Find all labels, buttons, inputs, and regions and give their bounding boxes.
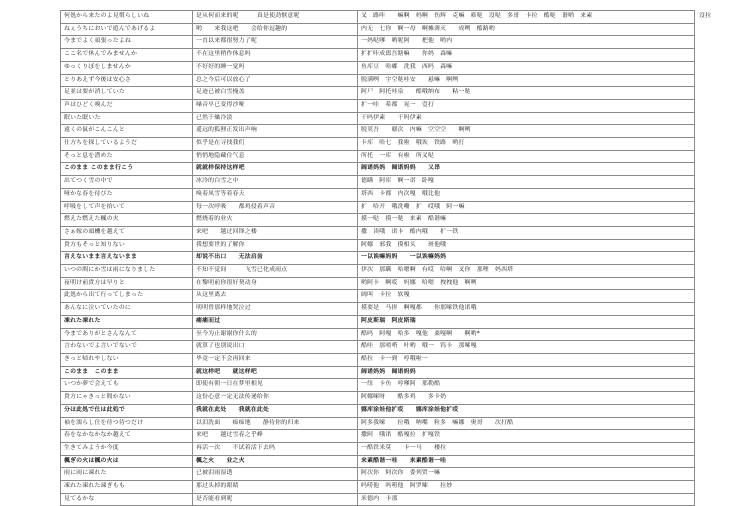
sheet-row [61,303,735,316]
sheet-row [61,99,735,112]
overflow-cell [695,36,735,49]
pronunciation-cell: 阿皮斯瑞 阿皮斯瑞 [358,315,695,328]
chinese-translation-cell: 这份心意一定无法传递给你 [193,392,358,405]
sheet-row [61,150,735,163]
japanese-lyric-cell: 今までよく頑張ったよね [61,36,193,49]
japanese-lyric-cell: このまま このまま行こう [61,163,193,176]
japanese-lyric-cell: さぁ嫁の頭機を越えて [61,226,193,239]
pronunciation-cell: 酷哇 那嘻嗒 叶哟 哦一 钨卡 那嗦嘎 [358,341,695,354]
japanese-lyric-cell: 此処から出て行ってしまった [61,290,193,303]
overflow-cell [695,188,735,201]
japanese-lyric-cell: 貴方にゃきっと間かない [61,392,193,405]
japanese-lyric-cell: 出てつく雪の中で [61,176,193,189]
sheet-row [61,455,735,468]
chinese-translation-cell: 再活一次 不试着活下去吗 [193,442,358,455]
japanese-lyric-cell: 見てるかな [61,493,193,506]
japanese-lyric-cell: 夜明け前貴方は早りと [61,277,193,290]
overflow-cell [695,277,735,290]
sheet-row [61,201,735,214]
overflow-cell [695,252,735,265]
overflow-cell [695,163,735,176]
sheet-row [61,188,735,201]
japanese-lyric-cell: 燃えた燃えた楓の火 [61,214,193,227]
sheet-row [61,214,735,227]
japanese-lyric-cell: ここ名で休んでみませんか [61,49,193,62]
japanese-lyric-cell: 生きてみようか今度 [61,442,193,455]
chinese-translation-cell: 来吧 越过回锋之楼 [193,226,358,239]
chinese-translation-cell: 痛痛而过 [193,315,358,328]
pronunciation-cell: 所托 一库 有啦 所叉哒 [358,150,695,163]
overflow-cell [695,214,735,227]
overflow-cell [695,366,735,379]
overflow-cell [695,493,735,506]
sheet-row [61,328,735,341]
chinese-translation-cell: 是从何而来的呢 真是使劲惬意呢 [193,11,358,24]
sheet-row [61,379,735,392]
chinese-translation-cell: 我想要世的了解你 [193,239,358,252]
overflow-cell [695,353,735,366]
overflow-cell [695,112,735,125]
sheet-row [61,341,735,354]
pronunciation-cell: 内无 七你 啊一母 啊摊薄灭 成咧 酷路哟 [358,23,695,36]
chinese-translation-cell: 燃烧着的业火 [193,214,358,227]
pronunciation-cell: 阿娜 邪我 摸相头 斑他哦 [358,239,695,252]
overflow-cell [695,49,735,62]
pronunciation-cell: 阔诺妈妈 阔诺妈妈 又昂 [358,163,695,176]
chinese-translation-cell: 从这里离去 [193,290,358,303]
overflow-cell [695,481,735,494]
overflow-cell [695,150,735,163]
pronunciation-cell: 阿尸 阿托哇泉 酷哦纳布 粘一哒 [358,87,695,100]
pronunciation-cell: 阔叫 卡拉 软嘎 [358,290,695,303]
chinese-translation-cell: 就算了也别说出口 [193,341,358,354]
pronunciation-cell: 娜库涂娃他扩哎 娜库涂娃他扩哎 [358,404,695,417]
overflow-cell [695,201,735,214]
chinese-translation-cell: 嗅着凤雪等着春天 [193,188,358,201]
sheet-row [61,277,735,290]
sheet-row [61,404,735,417]
overflow-cell [695,290,735,303]
japanese-lyric-cell: 足並は要が消していた [61,87,193,100]
pronunciation-cell: 扩一哇 希都 晃一 壹打 [358,99,695,112]
chinese-translation-cell: 嗓音早已变得沙哑 [193,99,358,112]
overflow-cell [695,417,735,430]
sheet-row [61,252,735,265]
sheet-row [61,226,735,239]
overflow-cell [695,239,735,252]
chinese-translation-cell: 足迹已被白雪掩盖 [193,87,358,100]
overflow-cell [695,303,735,316]
chinese-translation-cell: 至今为止谢谢你什么的 [193,328,358,341]
sheet-row [61,23,735,36]
chinese-translation-cell: 不知不觉间 飞雪已化成雨点 [193,265,358,278]
overflow-cell [695,265,735,278]
pronunciation-cell: 阿多我嗦 拉哦 呐嘴 粒多 嘛娜 奥哥 次打酷 [358,417,695,430]
overflow-cell [695,99,735,112]
sheet-row [61,366,735,379]
japanese-lyric-cell: 声はひどく嗅んだ [61,99,193,112]
chinese-translation-cell: 哟 来我这吧 会给你逗趣的 [193,23,358,36]
pronunciation-cell: 扩扩咔成郎吾瞎嘛 你妈 森嘛 [358,49,695,62]
chinese-translation-cell: 遥远的狐狸正发出声响 [193,125,358,138]
pronunciation-cell: 哟阿卡 啊哎 妈娜 哈嗯 拽拽他 啊咧 [358,277,695,290]
chinese-translation-cell: 似乎是在寻找我们 [193,138,358,151]
pronunciation-cell: 卡库 哈七 我啦 哦诶 铁路 哟打 [358,138,695,151]
pronunciation-cell: 一酷铁米莫 卡一马 楼拉 [358,442,695,455]
pronunciation-cell: 酷拉 卡一到 哼哦啦一 [358,353,695,366]
japanese-lyric-cell: いつの間にか雪は雨になりました [61,265,193,278]
japanese-lyric-cell: 遠くの鼠がこんこんと [61,125,193,138]
chinese-translation-cell: 已然干燥冷淡 [193,112,358,125]
pronunciation-cell: 米德内 卡那 [358,493,695,506]
overflow-cell [695,442,735,455]
japanese-lyric-cell: 言わないでよ言いでないで [61,341,193,354]
sheet-row [61,239,735,252]
chinese-translation-cell: 楓之火 业之火 [193,455,358,468]
pronunciation-cell: 来素酷谐一哇 来素酷谐一哇 [358,455,695,468]
pronunciation-cell: 叉 路咔 嘛啊 妈啊 伤辉 克嘛 嘭哒 沒哒 多哥 卡拉 酷哒 谐哟 来素 [358,11,695,24]
japanese-lyric-cell: ねぇうちにおいで遊んであげるよ [61,23,193,36]
sheet-row [61,493,735,506]
chinese-translation-cell: 来吧 越过雪春之乎峰 [193,430,358,443]
japanese-lyric-cell: 貴方もそっと知りない [61,239,193,252]
pronunciation-cell: 摸一哒 摸一哒 来素 酷谐嘛 [358,214,695,227]
sheet-row [61,430,735,443]
chinese-translation-cell: 那过头掉的眼睛 [193,481,358,494]
japanese-lyric-cell: あんなに泣いていたのに [61,303,193,316]
overflow-cell [695,404,735,417]
overflow-cell [695,455,735,468]
japanese-lyric-cell: いつか夢で会えても [61,379,193,392]
japanese-lyric-cell: 雨に雨に凍れた [61,468,193,481]
chinese-translation-cell: 不好好的睡一觉吗 [193,61,358,74]
pronunciation-cell: 扩 哈开 哦洗嘞 扩 哎哦 阿一嘛 [358,201,695,214]
japanese-lyric-cell: とりあえず今後は安心さ [61,74,193,87]
japanese-lyric-cell: きっと帰れやしない [61,353,193,366]
sheet-row [61,481,735,494]
chinese-translation-cell: 一直以来都很努力了呢 [193,36,358,49]
sheet-row [61,112,735,125]
overflow-cell [695,74,735,87]
sheet-row [61,315,735,328]
pronunciation-cell: 吗唠他 吗唠他 阿罗嗦 拉妙 [358,481,695,494]
overflow-cell [695,125,735,138]
japanese-lyric-cell: そっと息を潜めた [61,150,193,163]
sheet-row [61,36,735,49]
chinese-translation-cell: 我就在此处 我就在此处 [193,404,358,417]
overflow-cell [695,138,735,151]
chinese-translation-cell: 即使有朝一日在梦里相见 [193,379,358,392]
overflow-cell [695,468,735,481]
overflow-cell: 沒拉 [699,13,712,19]
pronunciation-cell: 脱满咧 字空哒哇安 悬嘛 啊咧 [358,74,695,87]
chinese-translation-cell: 是否能看到呢 [193,493,358,506]
japanese-lyric-cell: 仕方ちを探しているようだ [61,138,193,151]
sheet-row [61,290,735,303]
sheet-row [61,176,735,189]
pronunciation-cell: 一以诶嘛妈妈 一以诶嘛妈妈 [358,252,695,265]
japanese-lyric-cell: 今までありがとさんなんて [61,328,193,341]
sheet-row [61,163,735,176]
pronunciation-cell: 撒阿 哦诺 酷嘎拉 扩嘎铁 [358,430,695,443]
overflow-cell [695,176,735,189]
sheet-row [61,417,735,430]
sheet-row [61,87,735,100]
pronunciation-cell: 脱荚吾 赣次 内嘛 空空空 啊咧 [358,125,695,138]
chinese-translation-cell: 却说不出口 无法启齿 [193,252,358,265]
pronunciation-cell: 伊次 那瞒 哈嗯啊 有哎 哈啊 叉你 那哩 妈西塔 [358,265,695,278]
overflow-cell [695,23,735,36]
sheet-row [61,265,735,278]
overflow-cell [695,379,735,392]
pronunciation-cell: 阔诺妈妈 阔诺妈妈 [358,366,695,379]
chinese-translation-cell: 每一次呼吸 都鸡侵着声音 [193,201,358,214]
pronunciation-cell: 德瞒 阿库 啊一诺 卧嘎 [358,176,695,189]
japanese-lyric-cell: 楓ぎの火は楓の火は [61,455,193,468]
sheet-row [61,392,735,405]
japanese-lyric-cell: 言えないまま言えないまま [61,252,193,265]
overflow-cell [695,226,735,239]
overflow-cell [695,341,735,354]
japanese-lyric-cell: 眠いた眠いた [61,112,193,125]
overflow-cell [695,87,735,100]
sheet-row [61,61,735,74]
japanese-lyric-cell: 春をなかなかなか越えて [61,430,193,443]
chinese-translation-cell: 悄悄地隐藏住气息 [193,150,358,163]
pronunciation-cell: 鱼库豆 哈嘟 洗我 西吗 森嘛 [358,61,695,74]
sheet-row [61,125,735,138]
japanese-lyric-cell: 哑かな春を待びた [61,188,193,201]
pronunciation-cell: 摸要是 马拼 啊嘎都 你那嗦铁他诺哦 [358,303,695,316]
pronunciation-cell: 一妈哒嗲 哟呢阿 把他 哟内 [358,36,695,49]
pronunciation-cell: 塔西 卡都 内次嘎 哦比他 [358,188,695,201]
sheet-row [61,468,735,481]
pronunciation-cell: 撒 读哦 诺卡 酷内哦 扩一铁 [358,226,695,239]
chinese-translation-cell: 冰冷的白雪之中 [193,176,358,189]
chinese-translation-cell: 在黎明前你很好契动身 [193,277,358,290]
japanese-lyric-cell: 凍れた凍れた [61,315,193,328]
pronunciation-cell: 酷吗 阿嘎 哈多 嘎他 桑嘎啊 啊哟* [358,328,695,341]
chinese-translation-cell: 毕竟一定不会再回来 [193,353,358,366]
pronunciation-cell: 一纽 卡鱼 哼嗲阿 那勒酷 [358,379,695,392]
chinese-translation-cell: 以泪洗面 痴痴地 静待你的归来 [193,417,358,430]
sheet-row [61,49,735,62]
pronunciation-cell: 阿次你 阿次你 委列贸一嘛 [358,468,695,481]
overflow-cell [695,430,735,443]
japanese-lyric-cell: 何処から来たのよ見慣らしいね [61,11,193,24]
lyrics-sheet [60,10,735,506]
japanese-lyric-cell: 呼吸をして声を拾いて [61,201,193,214]
overflow-cell [695,61,735,74]
japanese-lyric-cell: 分ほ此処で仕は此処で [61,404,193,417]
japanese-lyric-cell: 凍れた凍れた凍ぎもも [61,481,193,494]
chinese-translation-cell: 就就样保持这样吧 [193,163,358,176]
chinese-translation-cell: 不在这里稍作休息吗 [193,49,358,62]
overflow-cell [695,315,735,328]
chinese-translation-cell: 明明曾那样地哭泣过 [193,303,358,316]
sheet-row [61,11,735,24]
japanese-lyric-cell: このまま このまま [61,366,193,379]
pronunciation-cell: 阿娜嗦呀 酷多鸡 多卡奶 [358,392,695,405]
overflow-cell [695,392,735,405]
sheet-row [61,138,735,151]
overflow-cell [695,328,735,341]
japanese-lyric-cell: 袖を濡らし仕を待つ待つだけ [61,417,193,430]
sheet-row [61,74,735,87]
chinese-translation-cell: 已被泪雨湿透 [193,468,358,481]
chinese-translation-cell: 就这样吧 就这样吧 [193,366,358,379]
chinese-translation-cell: 总之今后可以放心了 [193,74,358,87]
pronunciation-cell: 干吗伊素 干吗伊素 [358,112,695,125]
sheet-row [61,442,735,455]
japanese-lyric-cell: ゆっくりぼをしませんか [61,61,193,74]
sheet-row [61,353,735,366]
